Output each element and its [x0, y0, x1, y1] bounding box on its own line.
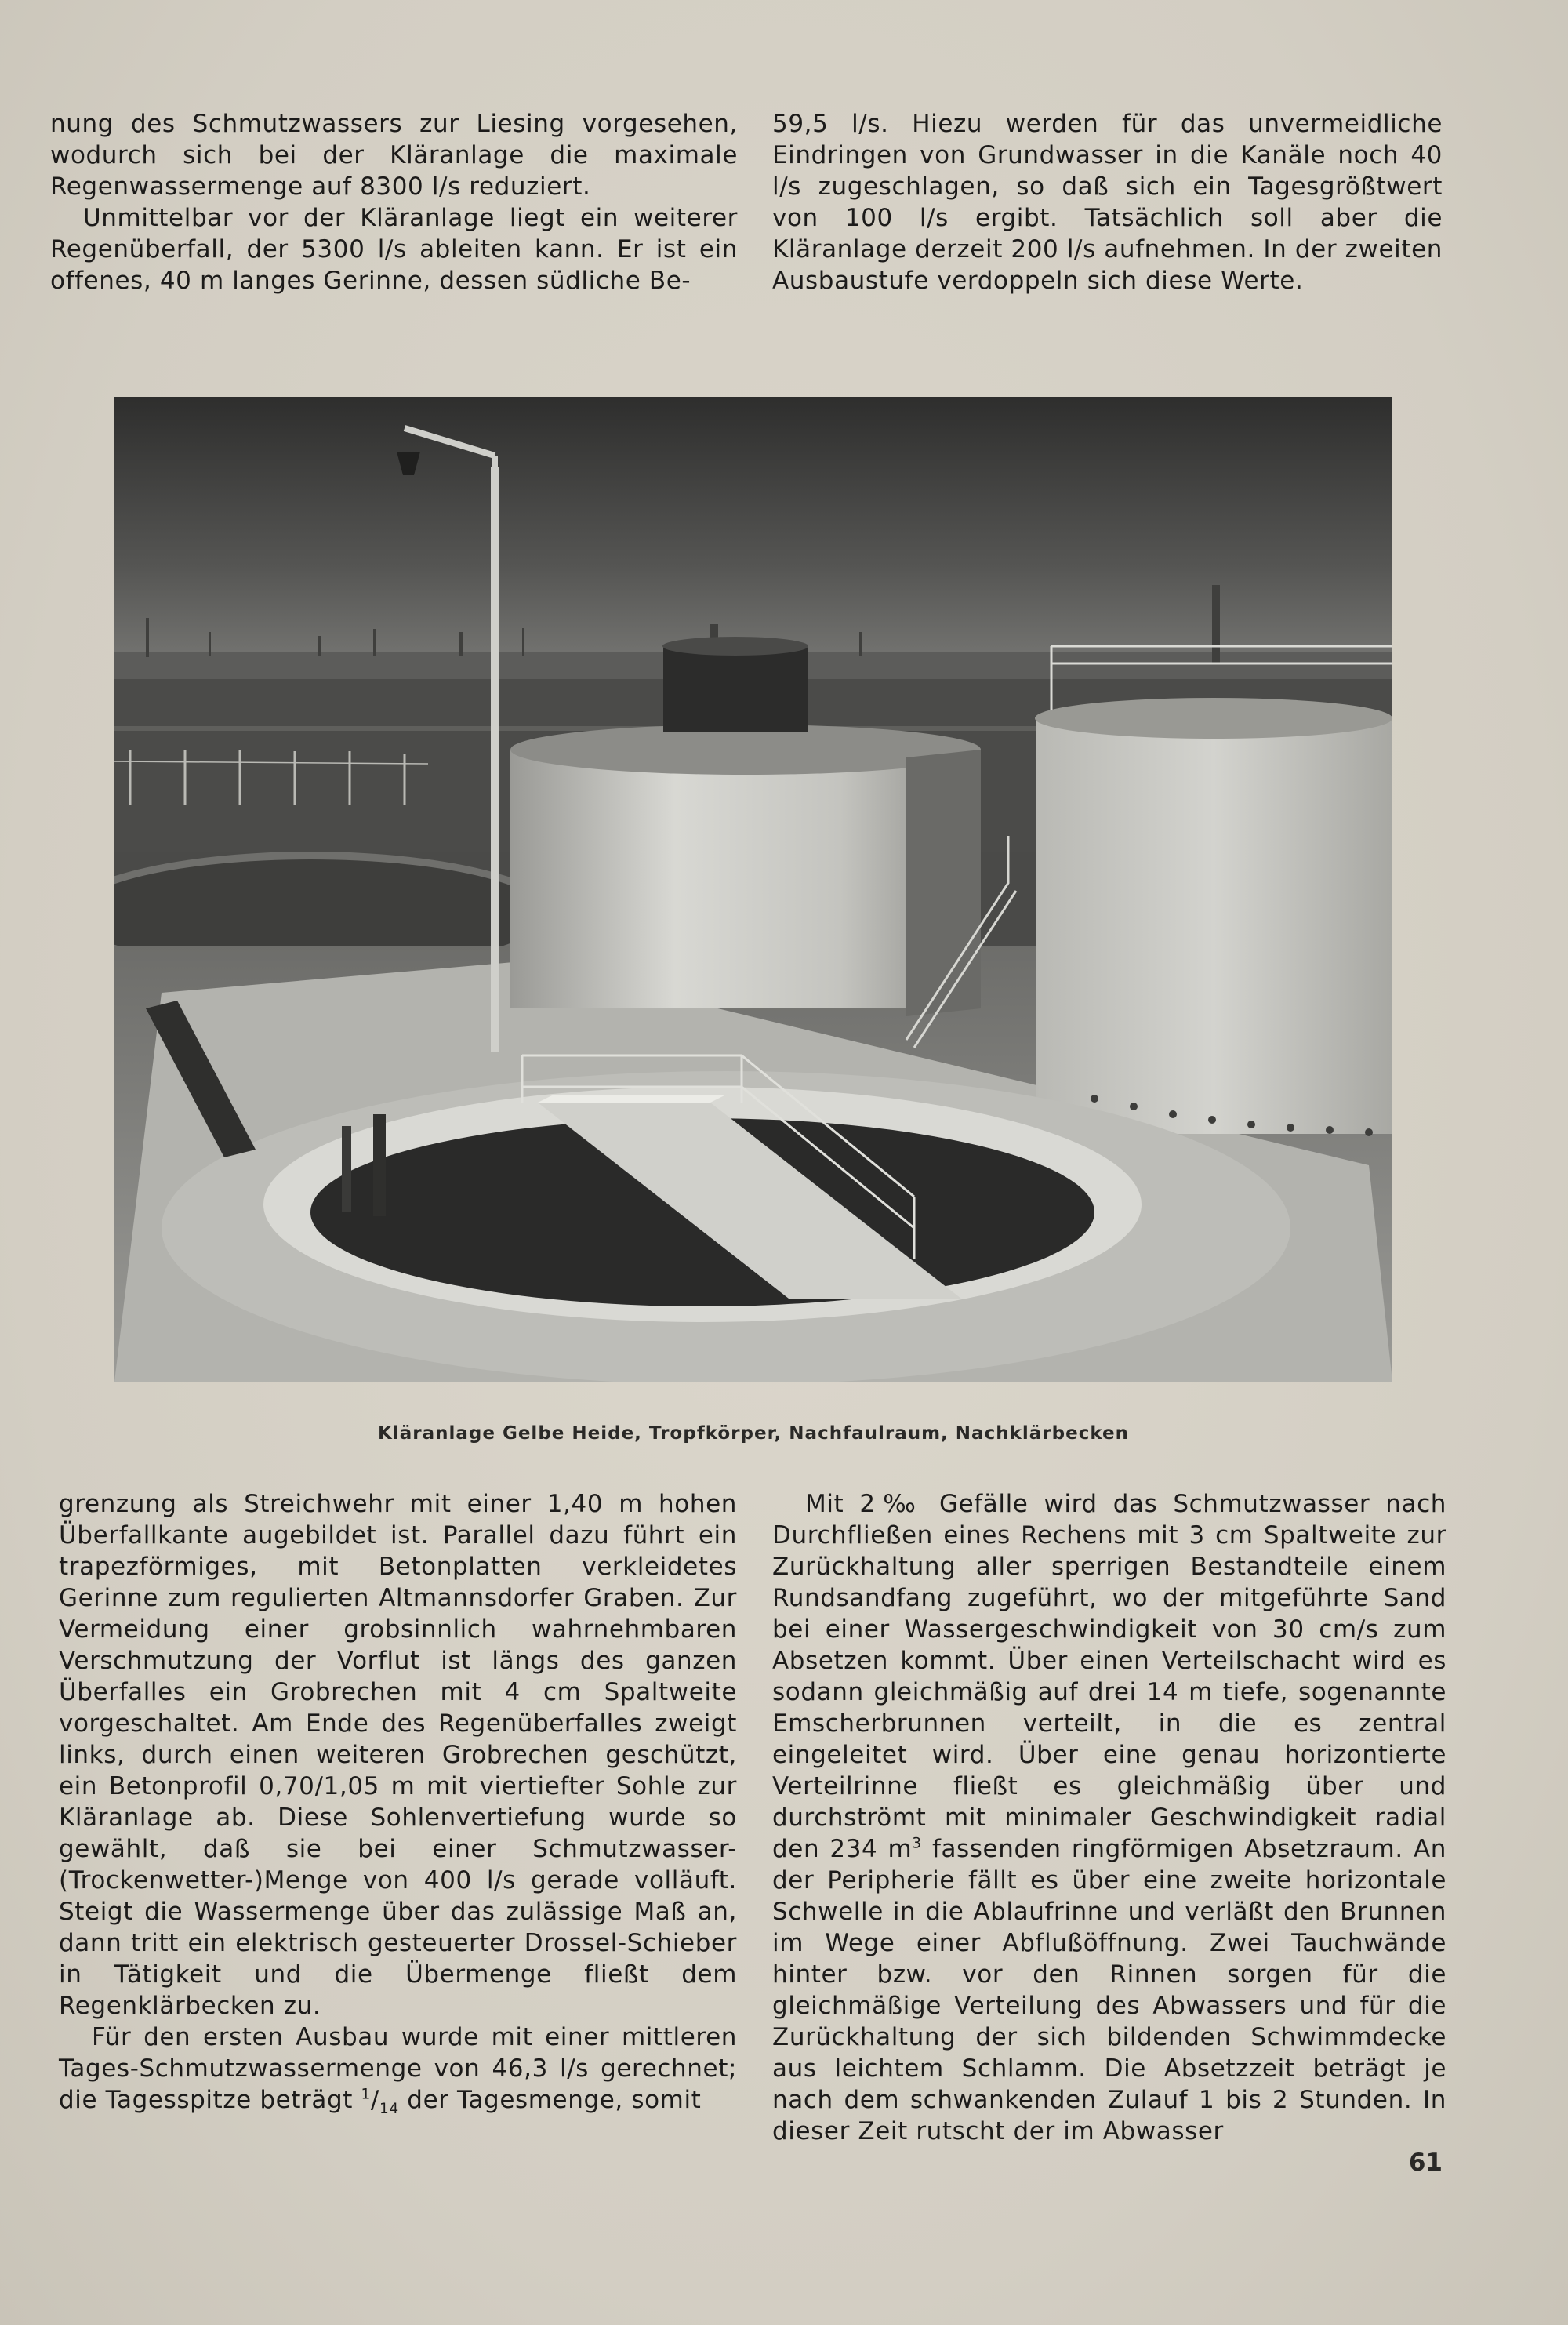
paragraph	[772, 1488, 1446, 2147]
paragraph: 59,5 l/s. Hiezu werden für das unvermeidliche Eindringen von Grundwasser in die Kanäle noch 40 l/s zugeschlagen, so daß sich ein Tagesgrößtwert von 100 l/s ergibt. Tatsächlich soll aber die Kläranlage derzeit 200 l/s aufnehmen. In der zweiten Ausbaustufe verdoppeln sich diese Werte.	[772, 110, 1443, 295]
page-number: 61	[1408, 2149, 1443, 2177]
paragraph-text: der Tagesmenge, somit	[407, 2086, 702, 2114]
fraction-denominator: 14	[379, 2101, 399, 2118]
paragraph: Unmittelbar vor der Kläranlage liegt ein weiterer Regenüberfall, der 5300 l/s ableiten kann. Er ist ein offenes, 40 m langes Gerinne, dessen südliche Be-	[50, 204, 738, 295]
photo-sewage-plant	[114, 397, 1392, 1382]
text-column-top-right	[772, 108, 1443, 296]
paragraph-text: die Tagesspitze beträgt	[59, 2086, 353, 2114]
text-column-bottom-left	[59, 1488, 737, 2116]
paragraph: grenzung als Streichwehr mit einer 1,40 m hohen Überfallkante augebildet ist. Parallel dazu führt ein trapezförmiges, mit Betonplatten verkleidetes Gerinne zum regulierten Altmannsdorfer Graben. Zur Vermeidung einer grobsinnlich wahrnehmbaren Verschmutzung der Vorflut ist längs des ganzen Überfalles ein Grobrechen mit 4 cm Spaltweite vorgeschaltet. Am Ende des Regenüberfalles zweigt links, durch einen weiteren Grobrechen geschützt, ein Betonprofil 0,70/1,05 m mit viertiefter Sohle zur Kläranlage ab. Diese Sohlenvertiefung wurde so gewählt, daß sie bei einer Schmutzwasser-(Trockenwetter-)Menge von 400 l/s gerade volläuft. Steigt die Wassermenge über das zulässige Maß an, dann tritt ein elektrisch gesteuerter Drossel-Schieber in Tätigkeit und die Übermenge fließt dem Regenklärbecken zu.	[59, 1490, 737, 2020]
paragraph-text: Für den ersten Ausbau wurde mit einer mittleren Tages-Schmutzwassermenge von 46,3 l/s gerechnet;	[59, 2023, 737, 2083]
text-column-bottom-right	[772, 1488, 1446, 2147]
superscript: 3	[912, 1835, 922, 1852]
fraction-numerator: 1	[361, 2086, 371, 2103]
text-column-top-left	[50, 108, 738, 296]
paragraph: Für den ersten Ausbau wurde mit einer mittleren Tages-Schmutzwassermenge von 46,3 l/s gerechnet; die Tagesspitze beträgt $^1/_{14}$ der Tagesmenge, somit	[59, 2023, 737, 2118]
paragraph-text: Mit 2‰ Gefälle wird das Schmutzwasser nach Durchfließen eines Rechens mit 3 cm Spaltweite zur Zurückhaltung aller sperrigen Bestandteile einem Rundsandfang zugeführt, wo der mitgeführte Sand bei einer Wassergeschwindigkeit von 30 cm/s zum Absetzen kommt. Über einen Verteilschacht wird es sodann gleichmäßig auf drei 14 m tiefe, sogenannte Emscherbrunnen verteilt, in die es zentral eingeleitet wird. Über eine genau horizontierte Verteilrinne fließt es gleichmäßig über und durchströmt mit minimaler Geschwindigkeit radial den 234 m	[772, 1490, 1446, 1863]
paragraph-text: fassenden ringförmigen Absetzraum. An der Peripherie fällt es über eine zweite horizontale Schwelle in die Ablaufrinne und verläßt den Brunnen im Wege einer Abflußöffnung. Zwei Tauchwände hinter bzw. vor den Rinnen sorgen für die gleichmäßige Verteilung des Abwassers und für die Zurückhaltung der sich bildenden Schwimmdecke aus leichtem Schlamm. Die Absetzzeit beträgt je nach dem schwankenden Zulauf 1 bis 2 Stunden. In dieser Zeit rutscht der im Abwasser	[772, 1835, 1446, 2145]
paragraph: nung des Schmutzwassers zur Liesing vorgesehen, wodurch sich bei der Kläranlage die maximale Regenwassermenge auf 8300 l/s reduziert.	[50, 110, 738, 201]
photo-caption: Kläranlage Gelbe Heide, Tropfkörper, Nachfaulraum, Nachklärbecken	[378, 1423, 1129, 1444]
